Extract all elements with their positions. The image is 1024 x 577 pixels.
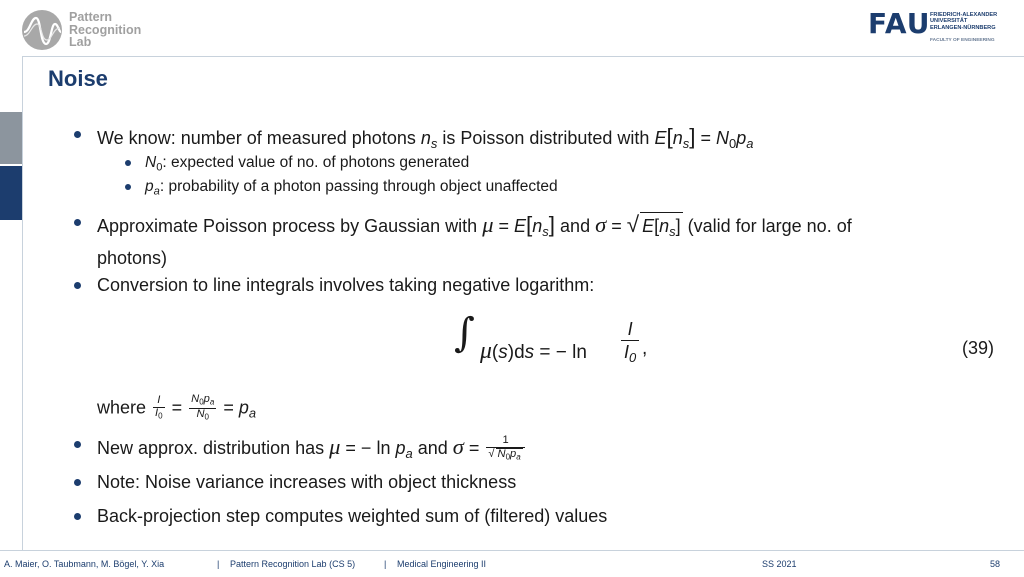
bullet-line-integrals: Conversion to line integrals involves taking negative logarithm: — [97, 275, 595, 295]
side-marker-gray — [0, 112, 22, 164]
sub-bullet-dot — [125, 160, 131, 166]
frame-left-border — [22, 56, 23, 550]
bullet-gaussian: Approximate Poisson process by Gaussian with $\mu = E[n_s]$ and σ = √ $E[n_s]$ (valid for large no. of photons) — [97, 212, 852, 268]
footer — [0, 550, 1024, 577]
bullet-new-distribution: New approx. distribution has μ = − $\ln p_a$ and σ = $\frac{1}{√ N_0p_a}$ — [97, 434, 527, 463]
bullet-dot — [74, 479, 81, 486]
footer-separator: | — [384, 559, 387, 569]
sub-bullet-pa: $p_a$: probability of a photon passing through object unaffected — [145, 178, 558, 198]
footer-term: SS 2021 — [762, 559, 797, 569]
bullet-dot — [74, 219, 81, 226]
footer-lab: Pattern Recognition Lab (CS 5) — [230, 559, 356, 569]
where-line: where $\frac{I}{I_0}$ = $\frac{N_0p_a}{N_0}$ = $p_a$ — [97, 393, 257, 422]
side-marker-blue — [0, 166, 22, 220]
footer-separator: | — [217, 559, 220, 569]
footer-authors: A. Maier, O. Taubmann, M. Bögel, Y. Xia — [4, 559, 165, 569]
bullet-dot — [74, 282, 81, 289]
title-bar — [22, 56, 1024, 105]
sub-bullet-dot — [125, 184, 131, 190]
bullet-noise-variance: Note: Noise variance increases with object thickness — [97, 472, 517, 492]
bullet-poisson: We know: number of measured photons $n_s$ is Poisson distributed with $E[n_s] = N_0p_a$ — [97, 124, 754, 151]
fau-faculty: FACULTY OF ENGINEERING — [930, 38, 995, 43]
pattern-recognition-lab-logo — [22, 8, 152, 52]
footer-course: Medical Engineering II — [397, 559, 487, 569]
sub-bullet-n0: $N_0$: expected value of no. of photons generated — [145, 154, 470, 174]
fau-university-name: FRIEDRICH-ALEXANDER UNIVERSITÄT ERLANGEN-NÜRNBERG — [930, 12, 998, 31]
bullet-dot — [74, 131, 81, 138]
slide-title: Noise — [48, 66, 108, 91]
lab-logo-text: Pattern Recognition Lab — [69, 10, 142, 49]
bullet-back-projection: Back-projection step computes weighted sum of (filtered) values — [97, 506, 608, 526]
equation-line-integral: ∫ μ(s)ds = − ln $\frac{I}{I_0}$ , — [454, 310, 648, 365]
lab-logo-icon — [22, 10, 62, 50]
fau-mark: FAU — [868, 7, 931, 40]
footer-page-number: 58 — [990, 559, 1001, 569]
fau-logo — [868, 7, 1008, 46]
bullet-dot — [74, 513, 81, 520]
bullet-dot — [74, 441, 81, 448]
equation-number: (39) — [962, 338, 995, 358]
